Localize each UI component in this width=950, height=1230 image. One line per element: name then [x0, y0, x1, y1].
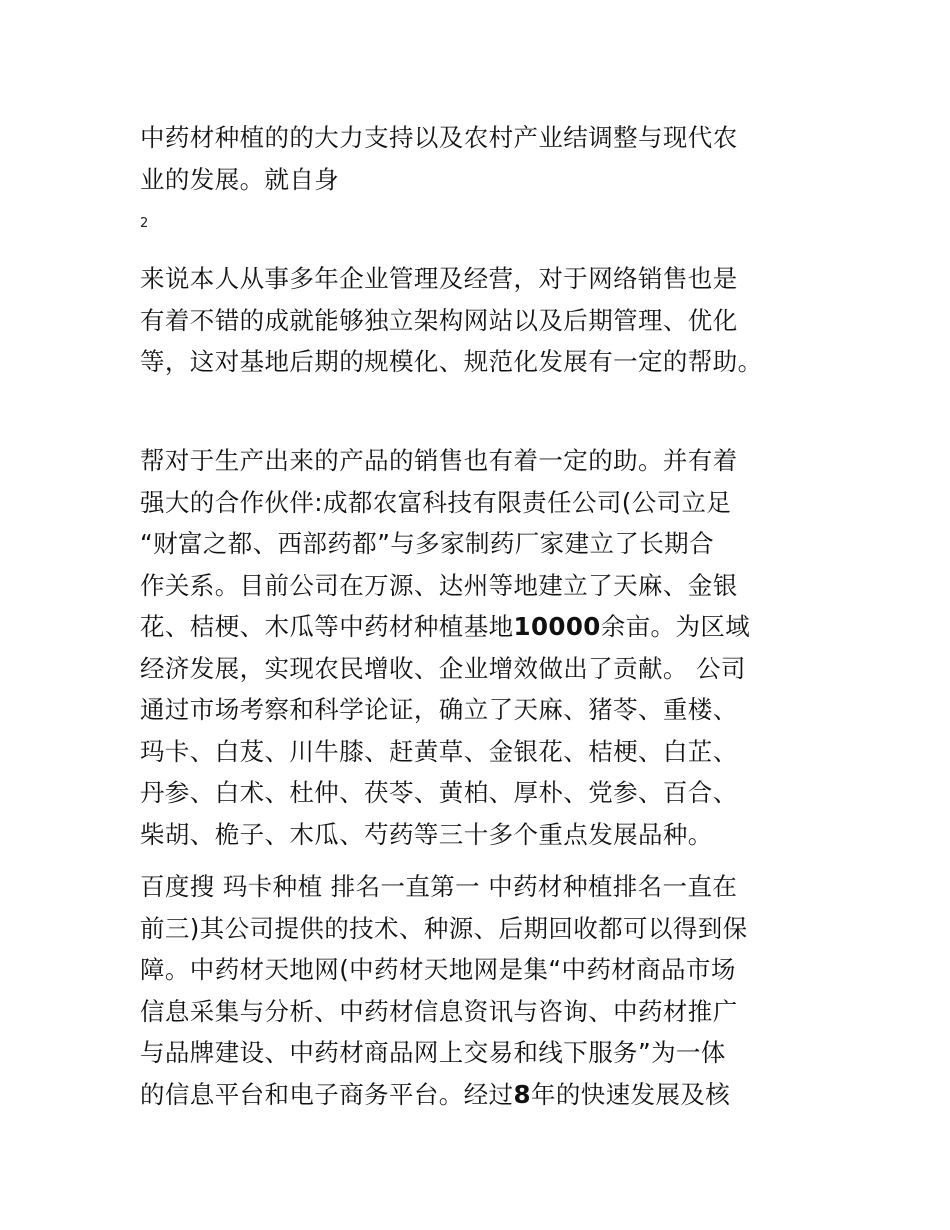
- paragraph-3: [140, 440, 820, 855]
- text-run: 余亩。为区域: [600, 612, 751, 641]
- text-line: 来说本人从事多年企业管理及经营，对于网络销售也是: [140, 264, 738, 293]
- text-line: 玛卡、白芨、川牛膝、赶黄草、金银花、桔梗、白芷、: [140, 736, 738, 766]
- text-line: 业的发展。就自身: [140, 164, 340, 194]
- text-run: 花、桔梗、木瓜等中药材种植基地: [140, 612, 514, 641]
- text-line: [140, 606, 820, 648]
- text-line: [140, 1074, 820, 1116]
- text-line: 作关系。目前公司在万源、达州等地建立了天麻、金银: [140, 570, 738, 600]
- text-line: 通过市场考察和科学论证，确立了天麻、猪苓、重楼、: [140, 695, 738, 724]
- text-line: 经济发展，实现农民增收、企业增效做出了贡献。 公司: [140, 653, 746, 683]
- text-line: 有着不错的成就能够独立架构网站以及后期管理、优化: [140, 305, 738, 335]
- text-line: 等，这对基地后期的规模化、规范化发展有一定的帮助。: [140, 347, 763, 376]
- document-page: [140, 0, 820, 1230]
- text-line: 丹参、白术、杜仲、茯苓、黄柏、厚朴、党参、百合、: [140, 778, 738, 807]
- paragraph-2: [140, 258, 820, 383]
- text-line: 与品牌建设、中药材商品网上交易和线下服务”为一体: [140, 1038, 726, 1067]
- paragraph-1: [140, 117, 820, 200]
- text-line: 障。中药材天地网(中药材天地网是集“中药材商品市场: [140, 955, 736, 984]
- text-line: 强大的合作伙伴:成都农富科技有限责任公司(公司立足: [140, 487, 732, 517]
- bold-number: 8: [513, 1079, 531, 1109]
- text-line: 信息采集与分析、中药材信息资讯与咨询、中药材推广: [140, 996, 738, 1026]
- text-line: 帮对于生产出来的产品的销售也有着一定的助。并有着: [140, 446, 738, 475]
- text-run: 的信息平台和电子商务平台。经过: [140, 1079, 514, 1109]
- text-line: 中药材种植的的大力支持以及农村产业结调整与现代农: [140, 123, 738, 152]
- paragraph-4: [140, 866, 820, 1115]
- text-line: “财富之都、西部药都”与多家制药厂家建立了长期合: [140, 529, 714, 558]
- text-line: 百度搜 玛卡种植 排名一直第一 中药材种植排名一直在: [140, 872, 738, 901]
- text-run: 年的快速发展及核: [530, 1079, 731, 1109]
- text-line: 前三)其公司提供的技术、种源、后期回收都可以得到保: [140, 913, 748, 943]
- page-number: 2: [140, 216, 149, 231]
- bold-number: 10000: [513, 612, 601, 641]
- text-line: 柴胡、桅子、木瓜、芍药等三十多个重点发展品种。: [140, 819, 713, 849]
